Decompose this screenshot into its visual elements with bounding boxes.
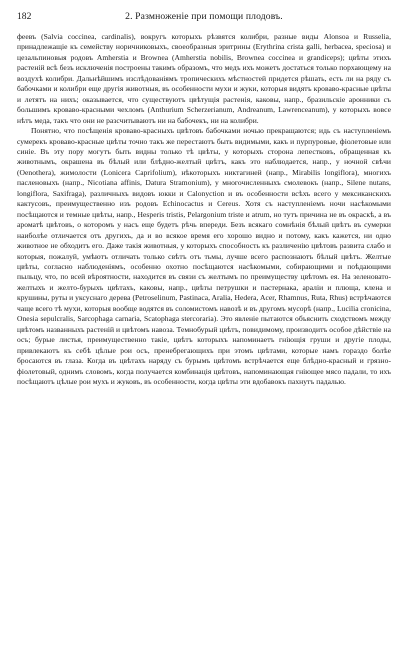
- running-title: 2. Размноженiе при помощи плодовъ.: [125, 11, 283, 22]
- paragraph-2: Понятно, что посѣщенiя кроваво-красныхъ цвѣтовъ бабочками ночью прекращаются; идь съ наступленiемъ сумерекъ кроваво-красные цвѣты точно такъ же перестаютъ быть видимыми, какъ и пурпуровые, фiолетовые или синiе. Въ эту пору могутъ быть видны только тѣ цвѣты, у которыхъ сторона лепестковъ, обращенная къ животнымъ, окрашена въ бѣлый или блѣдно-желтый цвѣтъ, какъ это наблюдается, напр., у ночной свѣчи (Oenothera), жимолости (Lonicera Caprifolium), нѣкоторыхъ никтагиней (напр., Mirabilis longiflora), многихъ пасленовыхъ (напр., Nicotiana affinis, Datura Stramonium), у многочисленныхъ смолевокъ (напр., Silene nutans, longiflora, Saxifraga), различныхъ видовъ юкки и Calonyction и въ особенности всѣхъ всего у мексиканскихъ кактусовъ, преимущественно изъ родовъ Echinocactus и Cereus. Хотя съ наступленiемъ ночи насѣкомыми посѣщаются и темные цвѣты, напр., Hesperis tristis, Pelargonium triste и atrum, но тутъ причина не въ окраскѣ, а въ ароматѣ цвѣтовъ, о которомъ у насъ еще будетъ рѣчь впереди. Безъ всякаго сомнѣнiя бѣлый цвѣтъ въ сумерки наиболѣе отличается отъ другихъ, да и во всякое время его хорошо видно и потому, какъ кажется, ни одно животное не обходитъ его. Даже такiя животныя, у которыхъ способность къ различенiю цвѣтовъ развита слабо и которыя, пожалуй, умѣютъ отличать только свѣтъ отъ тьмы, лучше всего распознаютъ бѣлый цвѣтъ. Желтые цвѣты, согласно наблюденiямъ, особенно охотно посѣщаются насѣкомыми, собирающими и поѣдающими пыльцу, что, по всей вѣроятности, находится въ связи съ желтымъ по преимуществу цвѣтомъ ея. На зеленовато-желтыхъ и желто-бурыхъ цвѣтахъ, каковы, напр., цвѣты петрушки и пастернака, аралiи и плюща, клена и крушины, руты и уксуснаго дерева (Petroselinum, Pastinaca, Aralia, Hedera, Acer, Rhamnus, Ruta, Rhus) встрѣчаются чаще всего тѣ мухи, которыя вообще водятся въ соломистомъ навозѣ и въ другомъ мусорѣ (напр., Lucilia cronicina, Onesia sepulcralis, Sarcophaga carnaria, Scatophaga stercoraria). Это явленiе пытаются объяснить сходствомъ между цвѣтомъ названныхъ растенiй и цвѣтомъ навоза. Темнобурый цвѣтъ, повидимому, производитъ особое дѣйствiе на осъ; бурые листья, преимущественно такiе, цвѣтъ которыхъ напоминаетъ гнiющiя груши и другiе плоды, привлекаютъ къ себѣ цѣлые рои осъ, пренебрегающихъ при этомъ цвѣтами, которые намъ гораздо болѣе бросаются въ глаза. Когда въ цвѣтахъ наряду съ бурымъ цвѣтомъ встрѣчается еще блѣдно-красный и грязно-фiолетовый, однимъ словомъ, когда получается комбинацiя цвѣтовъ, напоминающая гнiющее мясо падали, то ихъ посѣщаютъ цѣлые рои мухъ и жуковъ, въ особенности, когда цвѣты эти вдобавокъ пахнутъ падалью.: [17, 126, 391, 386]
- page: [17, 10, 391, 387]
- page-number: 182: [17, 11, 32, 22]
- paragraph-1: феевъ (Salvia coccinea, cardinalis), вокругъ которыхъ рѣзвятся колибри, разные виды Alonsoa и Russelia, принадлежащiе къ семейству норичниковыхъ, своеобразныя эритрины (Erythrina crista galli, herbacea, speciosa) и цезальпиновыя родовъ Amherstia и Brownea (Amherstia nobilis, Brownea coccinea и grandiceps); цвѣты этихъ растенiй всѣ безъ исключенiя построены такимъ образомъ, что медъ ихъ можетъ достаться только порхающему на воздухѣ колибри. Дальнѣйшимъ изслѣдованiямъ тропическихъ мѣстностей придется рѣшать, есть ли на ряду съ бабочками и колибри еще другiя животныя, въ особенности мухи и жуки, которыя видятъ кроваво-красные цвѣты и летятъ на нихъ; оказывается, что существуютъ цвѣтущiя растенiя, каковы, напр., бразильскiе аронники съ большимъ кроваво-красными чехломъ (Anthurium Scherzerianum, Andreanum, Lawrenceanum), у которыхъ вовсе нѣтъ меда, такъ что они не разсчитываютъ ни на бабочекъ, ни на колибри.: [17, 32, 391, 125]
- page-header: [17, 10, 391, 24]
- body-text: [17, 32, 391, 387]
